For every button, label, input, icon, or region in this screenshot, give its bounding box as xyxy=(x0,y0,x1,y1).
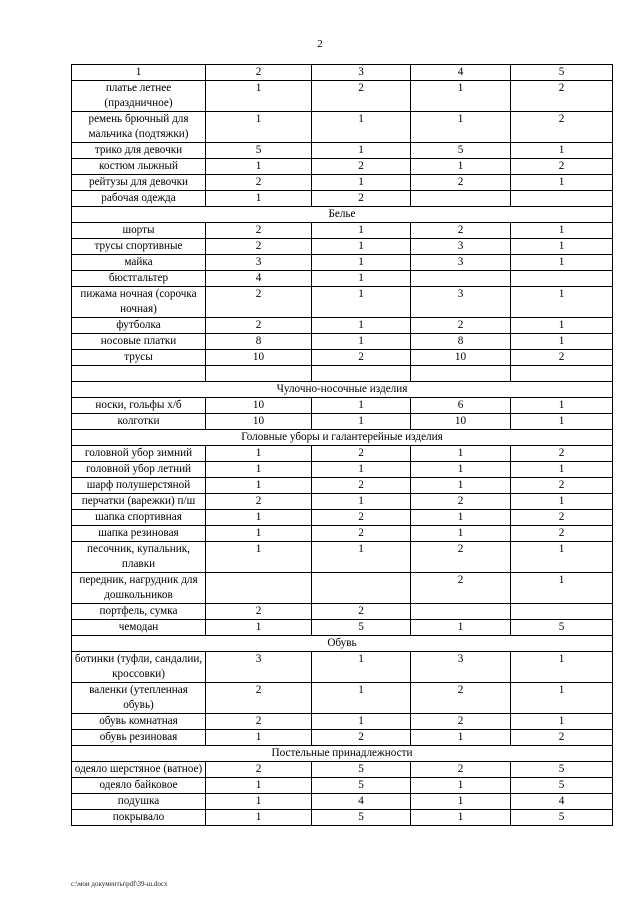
table-row xyxy=(72,255,613,271)
quantity-cell-col-3: 2 xyxy=(312,478,411,494)
item-name-cell: рейтузы для девочки xyxy=(72,175,206,191)
quantity-cell-col-3: 1 xyxy=(312,334,411,350)
quantity-cell-col-5: 1 xyxy=(511,652,613,683)
quantity-cell-col-2: 3 xyxy=(206,255,312,271)
table-row xyxy=(72,683,613,714)
quantity-cell-col-3: 2 xyxy=(312,526,411,542)
quantity-cell-col-3: 1 xyxy=(312,398,411,414)
quantity-cell-col-3: 1 xyxy=(312,542,411,573)
quantity-cell-col-4: 1 xyxy=(411,462,511,478)
quantity-cell-col-4: 2 xyxy=(411,683,511,714)
quantity-cell-col-2: 1 xyxy=(206,112,312,143)
item-name-cell: майка xyxy=(72,255,206,271)
table-row xyxy=(72,542,613,573)
page-number: 2 xyxy=(317,38,323,50)
table-row xyxy=(72,714,613,730)
quantity-cell-col-3: 1 xyxy=(312,175,411,191)
quantity-cell-col-2: 2 xyxy=(206,175,312,191)
quantity-cell-col-2: 5 xyxy=(206,143,312,159)
table-row xyxy=(72,239,613,255)
item-name-cell: трусы xyxy=(72,350,206,366)
section-heading: Постельные принадлежности xyxy=(72,746,613,762)
table-row xyxy=(72,398,613,414)
quantity-cell-col-3: 5 xyxy=(312,620,411,636)
quantity-cell-col-3 xyxy=(312,573,411,604)
norms-table xyxy=(71,64,613,826)
quantity-cell-col-2: 2 xyxy=(206,494,312,510)
quantity-cell-col-5: 1 xyxy=(511,223,613,239)
quantity-cell-col-3: 1 xyxy=(312,414,411,430)
item-name-cell: футболка xyxy=(72,318,206,334)
quantity-cell-col-3: 1 xyxy=(312,271,411,287)
item-name-cell: портфель, сумка xyxy=(72,604,206,620)
table-row xyxy=(72,287,613,318)
section-row xyxy=(72,382,613,398)
quantity-cell-col-3: 1 xyxy=(312,714,411,730)
item-name-cell: покрывало xyxy=(72,810,206,826)
table-row xyxy=(72,366,613,382)
quantity-cell-col-5: 2 xyxy=(511,350,613,366)
quantity-cell-col-3: 2 xyxy=(312,191,411,207)
table-row xyxy=(72,414,613,430)
quantity-cell-col-4 xyxy=(411,604,511,620)
section-heading: Головные уборы и галантерейные изделия xyxy=(72,430,613,446)
quantity-cell-col-5: 1 xyxy=(511,239,613,255)
quantity-cell-col-5: 1 xyxy=(511,542,613,573)
item-name-cell: платье летнее (праздничное) xyxy=(72,81,206,112)
quantity-cell-col-4: 2 xyxy=(411,542,511,573)
quantity-cell-col-3 xyxy=(312,366,411,382)
table-row xyxy=(72,143,613,159)
item-name-cell: носовые платки xyxy=(72,334,206,350)
quantity-cell-col-5: 1 xyxy=(511,494,613,510)
quantity-cell-col-4: 1 xyxy=(411,478,511,494)
quantity-cell-col-5: 1 xyxy=(511,175,613,191)
quantity-cell-col-3: 5 xyxy=(312,778,411,794)
header-cell: 2 xyxy=(206,65,312,81)
section-heading: Обувь xyxy=(72,636,613,652)
table-row xyxy=(72,318,613,334)
quantity-cell-col-5 xyxy=(511,604,613,620)
quantity-cell-col-4: 5 xyxy=(411,143,511,159)
quantity-cell-col-2: 1 xyxy=(206,81,312,112)
quantity-cell-col-2: 4 xyxy=(206,271,312,287)
quantity-cell-col-4: 1 xyxy=(411,112,511,143)
quantity-cell-col-4 xyxy=(411,271,511,287)
quantity-cell-col-5: 1 xyxy=(511,398,613,414)
table-row xyxy=(72,446,613,462)
quantity-cell-col-4: 2 xyxy=(411,223,511,239)
quantity-cell-col-5: 1 xyxy=(511,683,613,714)
quantity-cell-col-2: 2 xyxy=(206,318,312,334)
quantity-cell-col-3: 2 xyxy=(312,730,411,746)
item-name-cell: обувь комнатная xyxy=(72,714,206,730)
quantity-cell-col-4: 2 xyxy=(411,494,511,510)
table-row xyxy=(72,526,613,542)
quantity-cell-col-3: 1 xyxy=(312,223,411,239)
quantity-cell-col-4: 1 xyxy=(411,730,511,746)
quantity-cell-col-4: 2 xyxy=(411,175,511,191)
section-row xyxy=(72,636,613,652)
table-row xyxy=(72,112,613,143)
table-row xyxy=(72,462,613,478)
table-row xyxy=(72,573,613,604)
quantity-cell-col-5: 1 xyxy=(511,334,613,350)
quantity-cell-col-5: 1 xyxy=(511,143,613,159)
section-row xyxy=(72,207,613,223)
quantity-cell-col-5: 2 xyxy=(511,81,613,112)
quantity-cell-col-3: 2 xyxy=(312,510,411,526)
quantity-cell-col-3: 1 xyxy=(312,143,411,159)
quantity-cell-col-5: 5 xyxy=(511,810,613,826)
section-row xyxy=(72,430,613,446)
item-name-cell: шорты xyxy=(72,223,206,239)
table-row xyxy=(72,478,613,494)
table-row xyxy=(72,175,613,191)
quantity-cell-col-2: 1 xyxy=(206,478,312,494)
quantity-cell-col-3: 4 xyxy=(312,794,411,810)
quantity-cell-col-2: 1 xyxy=(206,794,312,810)
table-row xyxy=(72,334,613,350)
quantity-cell-col-4: 1 xyxy=(411,159,511,175)
quantity-cell-col-5: 2 xyxy=(511,478,613,494)
quantity-cell-col-2: 1 xyxy=(206,730,312,746)
quantity-cell-col-5: 5 xyxy=(511,620,613,636)
quantity-cell-col-4: 1 xyxy=(411,526,511,542)
item-name-cell: одеяло байковое xyxy=(72,778,206,794)
footer-file-path: c:\мои документы\pdf\39-ш.docx xyxy=(71,880,168,888)
quantity-cell-col-5: 4 xyxy=(511,794,613,810)
quantity-cell-col-3: 2 xyxy=(312,159,411,175)
quantity-cell-col-2: 2 xyxy=(206,239,312,255)
table-row xyxy=(72,794,613,810)
item-name-cell: шарф полушерстяной xyxy=(72,478,206,494)
quantity-cell-col-3: 5 xyxy=(312,810,411,826)
quantity-cell-col-2: 2 xyxy=(206,714,312,730)
quantity-cell-col-3: 2 xyxy=(312,604,411,620)
item-name-cell: подушка xyxy=(72,794,206,810)
section-heading: Белье xyxy=(72,207,613,223)
item-name-cell: ботинки (туфли, сандалии, кроссовки) xyxy=(72,652,206,683)
quantity-cell-col-2: 1 xyxy=(206,191,312,207)
item-name-cell: головной убор зимний xyxy=(72,446,206,462)
quantity-cell-col-3: 1 xyxy=(312,287,411,318)
item-name-cell: песочник, купальник, плавки xyxy=(72,542,206,573)
table-row xyxy=(72,159,613,175)
quantity-cell-col-2: 1 xyxy=(206,446,312,462)
quantity-cell-col-5: 2 xyxy=(511,510,613,526)
item-name-cell: трико для девочки xyxy=(72,143,206,159)
item-name-cell: шапка спортивная xyxy=(72,510,206,526)
table-row xyxy=(72,223,613,239)
quantity-cell-col-4: 10 xyxy=(411,350,511,366)
table-row xyxy=(72,271,613,287)
table-row xyxy=(72,810,613,826)
table-row xyxy=(72,620,613,636)
quantity-cell-col-2: 1 xyxy=(206,542,312,573)
item-name-cell: одеяло шерстяное (ватное) xyxy=(72,762,206,778)
table-row xyxy=(72,762,613,778)
quantity-cell-col-4: 1 xyxy=(411,794,511,810)
section-heading: Чулочно-носочные изделия xyxy=(72,382,613,398)
header-row xyxy=(72,65,613,81)
quantity-cell-col-5: 1 xyxy=(511,414,613,430)
quantity-cell-col-5: 1 xyxy=(511,287,613,318)
quantity-cell-col-4: 2 xyxy=(411,762,511,778)
quantity-cell-col-4 xyxy=(411,191,511,207)
quantity-cell-col-4: 2 xyxy=(411,318,511,334)
item-name-cell: пижама ночная (сорочка ночная) xyxy=(72,287,206,318)
quantity-cell-col-2: 2 xyxy=(206,762,312,778)
quantity-cell-col-5: 1 xyxy=(511,462,613,478)
quantity-cell-col-3: 1 xyxy=(312,239,411,255)
table-row xyxy=(72,730,613,746)
quantity-cell-col-4: 2 xyxy=(411,714,511,730)
section-row xyxy=(72,746,613,762)
quantity-cell-col-5: 2 xyxy=(511,526,613,542)
quantity-cell-col-2: 1 xyxy=(206,526,312,542)
quantity-cell-col-3: 5 xyxy=(312,762,411,778)
quantity-cell-col-5 xyxy=(511,366,613,382)
quantity-cell-col-3: 1 xyxy=(312,462,411,478)
quantity-cell-col-2: 1 xyxy=(206,159,312,175)
item-name-cell: перчатки (варежки) п/ш xyxy=(72,494,206,510)
table-row xyxy=(72,494,613,510)
quantity-cell-col-5: 5 xyxy=(511,778,613,794)
quantity-cell-col-3: 1 xyxy=(312,255,411,271)
item-name-cell: чемодан xyxy=(72,620,206,636)
quantity-cell-col-4: 1 xyxy=(411,510,511,526)
table-row xyxy=(72,604,613,620)
quantity-cell-col-4 xyxy=(411,366,511,382)
quantity-cell-col-3: 1 xyxy=(312,318,411,334)
quantity-cell-col-4: 8 xyxy=(411,334,511,350)
table-row xyxy=(72,350,613,366)
header-cell: 3 xyxy=(312,65,411,81)
item-name-cell: бюстгальтер xyxy=(72,271,206,287)
quantity-cell-col-2: 2 xyxy=(206,604,312,620)
item-name-cell: обувь резиновая xyxy=(72,730,206,746)
quantity-cell-col-5: 1 xyxy=(511,318,613,334)
table-row xyxy=(72,81,613,112)
quantity-cell-col-4: 3 xyxy=(411,287,511,318)
quantity-cell-col-4: 3 xyxy=(411,239,511,255)
item-name-cell: ремень брючный для мальчика (подтяжки) xyxy=(72,112,206,143)
quantity-cell-col-5 xyxy=(511,191,613,207)
quantity-cell-col-5: 2 xyxy=(511,446,613,462)
quantity-cell-col-5: 5 xyxy=(511,762,613,778)
quantity-cell-col-2: 2 xyxy=(206,223,312,239)
item-name-cell: шапка резиновая xyxy=(72,526,206,542)
item-name-cell: рабочая одежда xyxy=(72,191,206,207)
quantity-cell-col-2: 8 xyxy=(206,334,312,350)
quantity-cell-col-2: 3 xyxy=(206,652,312,683)
quantity-cell-col-5: 2 xyxy=(511,730,613,746)
quantity-cell-col-4: 1 xyxy=(411,778,511,794)
quantity-cell-col-4: 3 xyxy=(411,652,511,683)
quantity-cell-col-3: 1 xyxy=(312,494,411,510)
quantity-cell-col-2: 10 xyxy=(206,350,312,366)
quantity-cell-col-5: 1 xyxy=(511,255,613,271)
quantity-cell-col-3: 1 xyxy=(312,683,411,714)
quantity-cell-col-4: 1 xyxy=(411,81,511,112)
item-name-cell: костюм лыжный xyxy=(72,159,206,175)
quantity-cell-col-2 xyxy=(206,366,312,382)
quantity-cell-col-4: 6 xyxy=(411,398,511,414)
quantity-cell-col-5: 2 xyxy=(511,112,613,143)
quantity-cell-col-2: 2 xyxy=(206,287,312,318)
header-cell: 4 xyxy=(411,65,511,81)
item-name-cell: валенки (утепленная обувь) xyxy=(72,683,206,714)
quantity-cell-col-2: 1 xyxy=(206,462,312,478)
item-name-cell: головной убор летний xyxy=(72,462,206,478)
quantity-cell-col-2: 1 xyxy=(206,620,312,636)
item-name-cell: колготки xyxy=(72,414,206,430)
item-name-cell xyxy=(72,366,206,382)
quantity-cell-col-4: 1 xyxy=(411,446,511,462)
quantity-cell-col-3: 1 xyxy=(312,112,411,143)
table-row xyxy=(72,652,613,683)
quantity-cell-col-5 xyxy=(511,271,613,287)
quantity-cell-col-4: 1 xyxy=(411,810,511,826)
quantity-cell-col-2: 10 xyxy=(206,414,312,430)
quantity-cell-col-5: 1 xyxy=(511,573,613,604)
quantity-cell-col-5: 1 xyxy=(511,714,613,730)
quantity-cell-col-2: 10 xyxy=(206,398,312,414)
quantity-cell-col-5: 2 xyxy=(511,159,613,175)
header-cell: 1 xyxy=(72,65,206,81)
item-name-cell: передник, нагрудник для дошкольников xyxy=(72,573,206,604)
quantity-cell-col-4: 2 xyxy=(411,573,511,604)
item-name-cell: носки, гольфы х/б xyxy=(72,398,206,414)
quantity-cell-col-4: 1 xyxy=(411,620,511,636)
table-header xyxy=(72,65,613,81)
table-body xyxy=(72,81,613,826)
quantity-cell-col-3: 2 xyxy=(312,446,411,462)
quantity-cell-col-3: 2 xyxy=(312,350,411,366)
quantity-cell-col-2 xyxy=(206,573,312,604)
header-cell: 5 xyxy=(511,65,613,81)
quantity-cell-col-4: 3 xyxy=(411,255,511,271)
quantity-cell-col-3: 1 xyxy=(312,652,411,683)
quantity-cell-col-2: 1 xyxy=(206,810,312,826)
table-row xyxy=(72,191,613,207)
quantity-cell-col-4: 10 xyxy=(411,414,511,430)
table-row xyxy=(72,510,613,526)
quantity-cell-col-2: 2 xyxy=(206,683,312,714)
quantity-cell-col-3: 2 xyxy=(312,81,411,112)
quantity-cell-col-2: 1 xyxy=(206,778,312,794)
quantity-cell-col-2: 1 xyxy=(206,510,312,526)
item-name-cell: трусы спортивные xyxy=(72,239,206,255)
table-row xyxy=(72,778,613,794)
